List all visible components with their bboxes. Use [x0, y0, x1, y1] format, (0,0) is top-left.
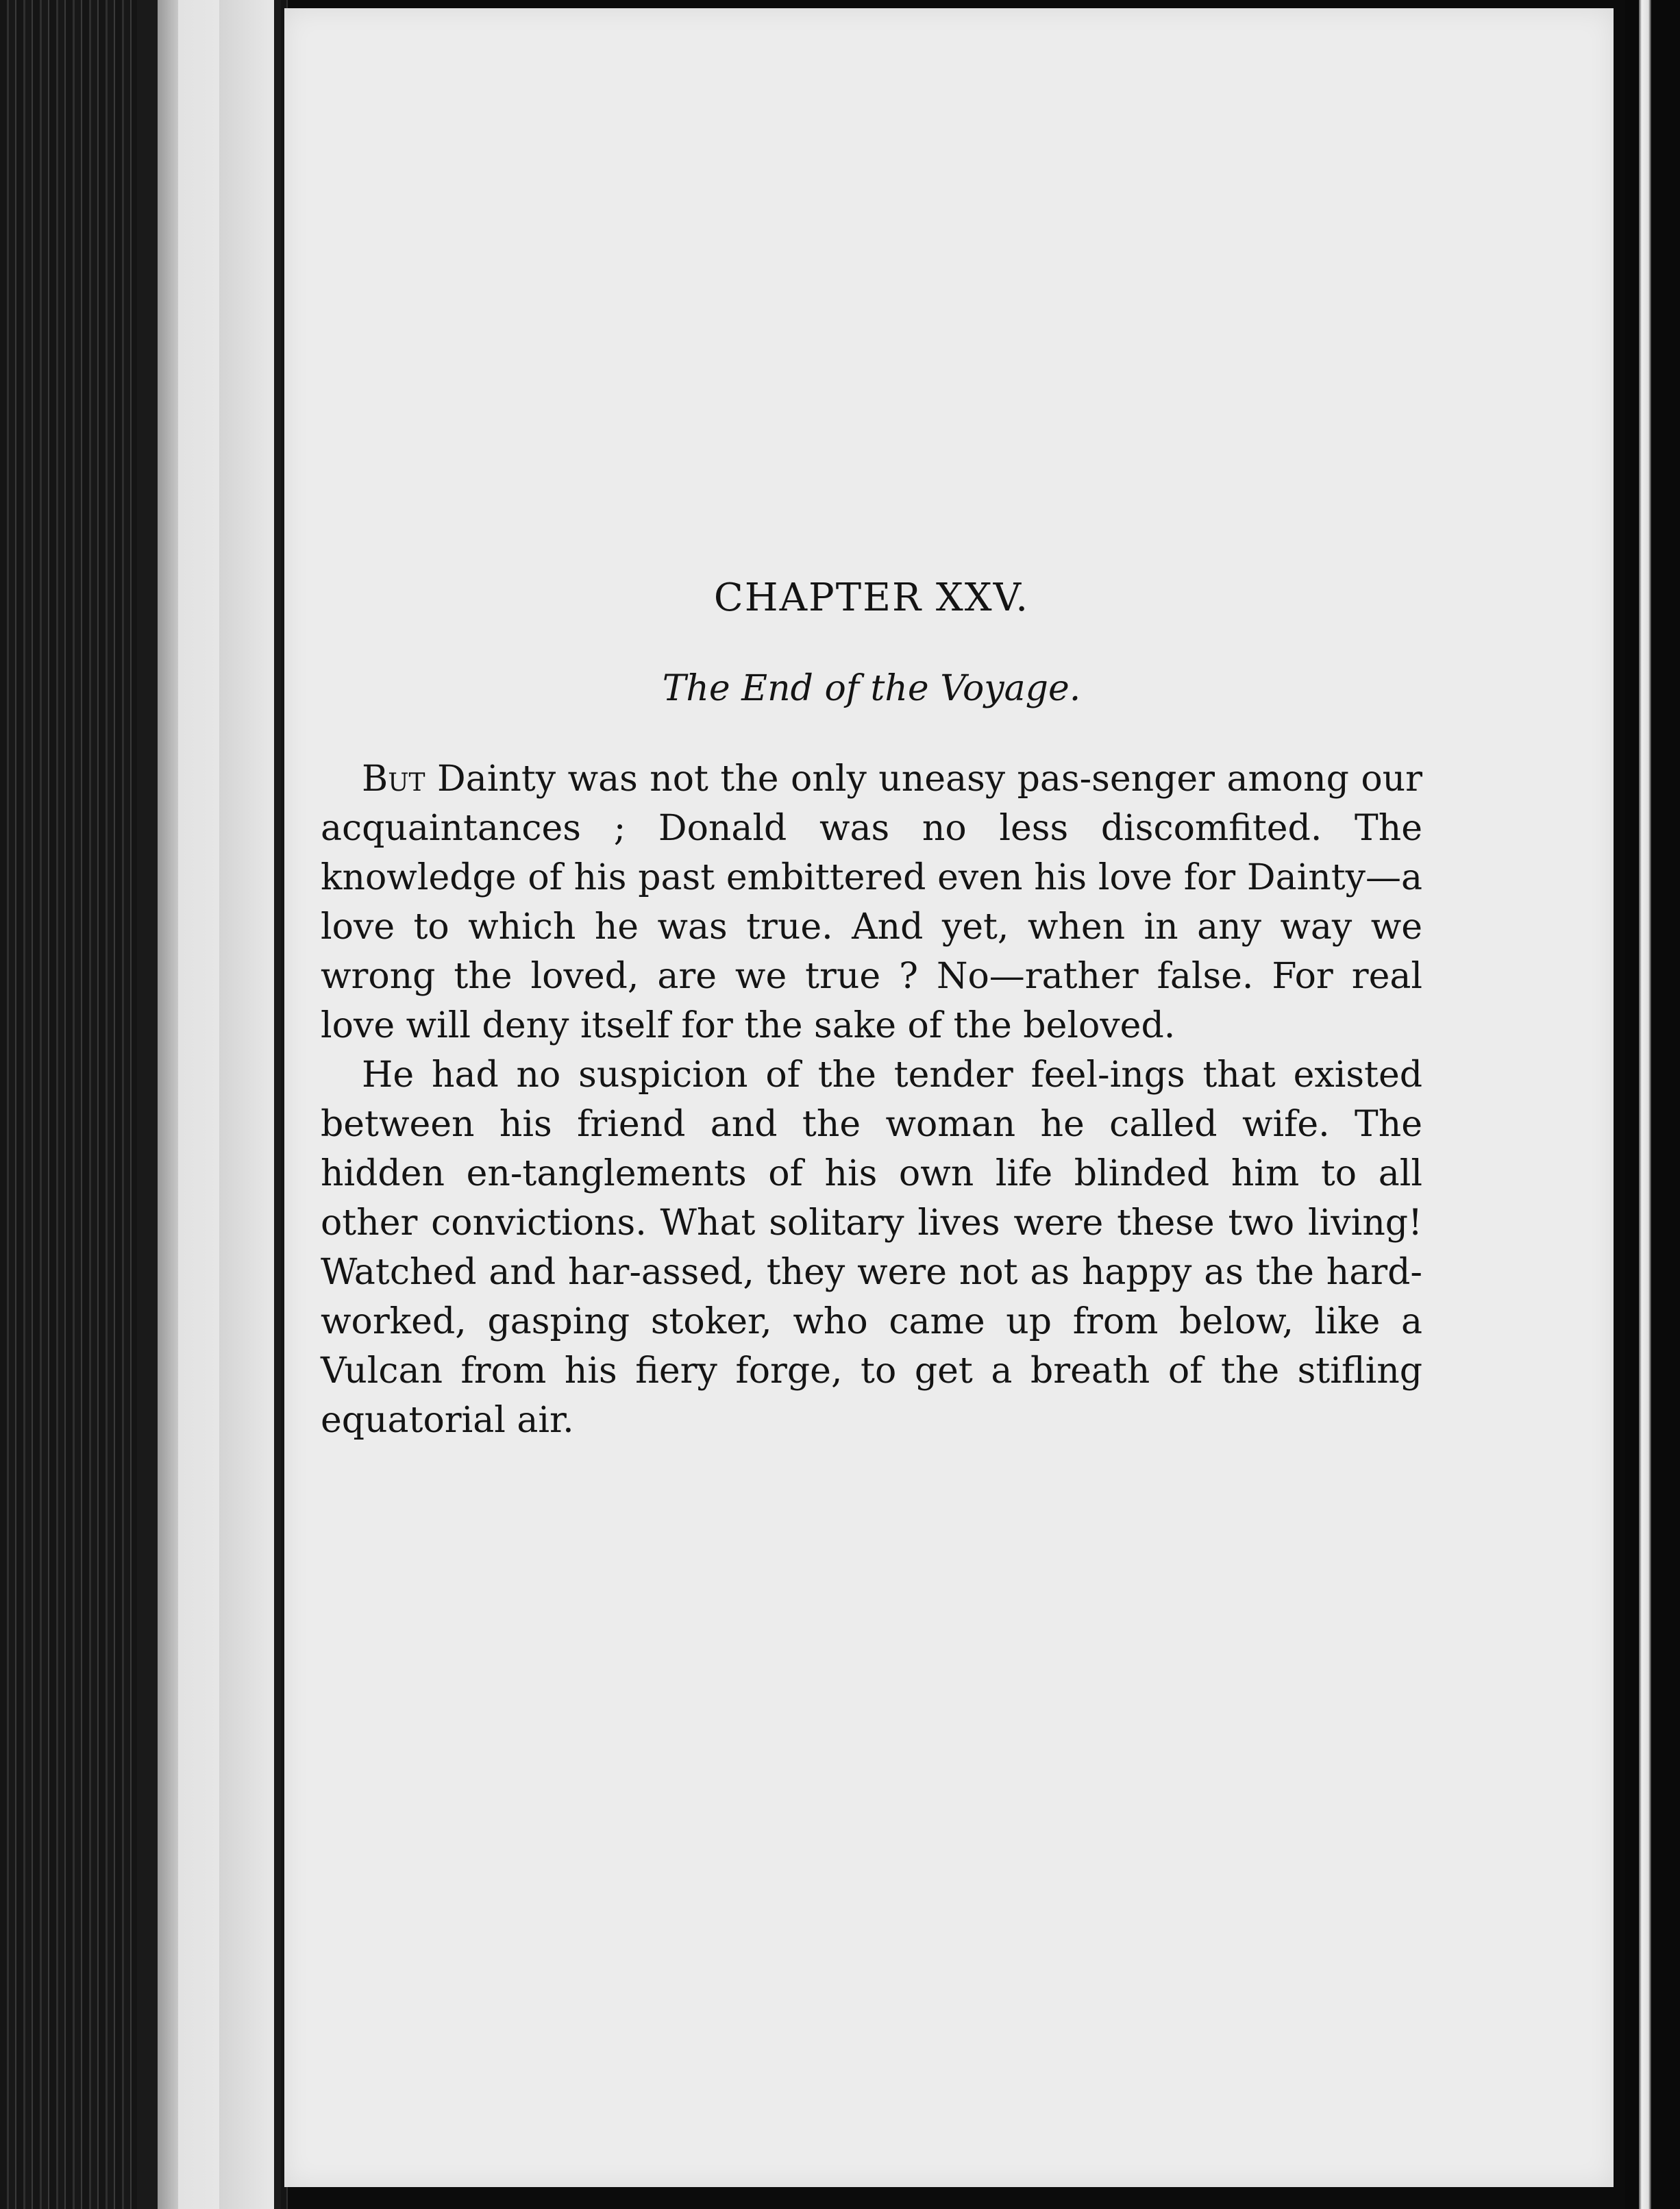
right-page-edge — [1625, 0, 1680, 2209]
paragraph-1 — [321, 754, 1422, 1050]
paragraph-1-text: Dainty was not the only uneasy pas-senger among our acquaintances ; Donald was no less discomfited. The knowledge of his past embittered even his love for Dainty—a love to which he was true. And yet, when in any way we wrong the loved, are we true ? No—rather false. For real love will deny itself for the sake of the beloved. — [321, 758, 1422, 1046]
page-content — [321, 576, 1422, 1445]
chapter-subtitle: The End of the Voyage. — [662, 668, 1081, 709]
book-binding — [0, 0, 288, 2209]
paragraph-1-lead: But — [362, 758, 425, 800]
paragraph-2 — [321, 1050, 1422, 1445]
chapter-title: CHAPTER XXV. — [713, 576, 1030, 620]
page-edges — [137, 0, 281, 2209]
paragraph-2-text: He had no suspicion of the tender feel-ings that existed between his friend and the woman he called wife. The hidden en-tanglements of his own life blinded him to all other convictions. What solitary lives were these two living! Watched and har-assed, they were not as happy as the hard-worked, gasping stoker, who came up from below, like a Vulcan from his fiery forge, to get a breath of the stifling equatorial air. — [321, 1054, 1422, 1441]
